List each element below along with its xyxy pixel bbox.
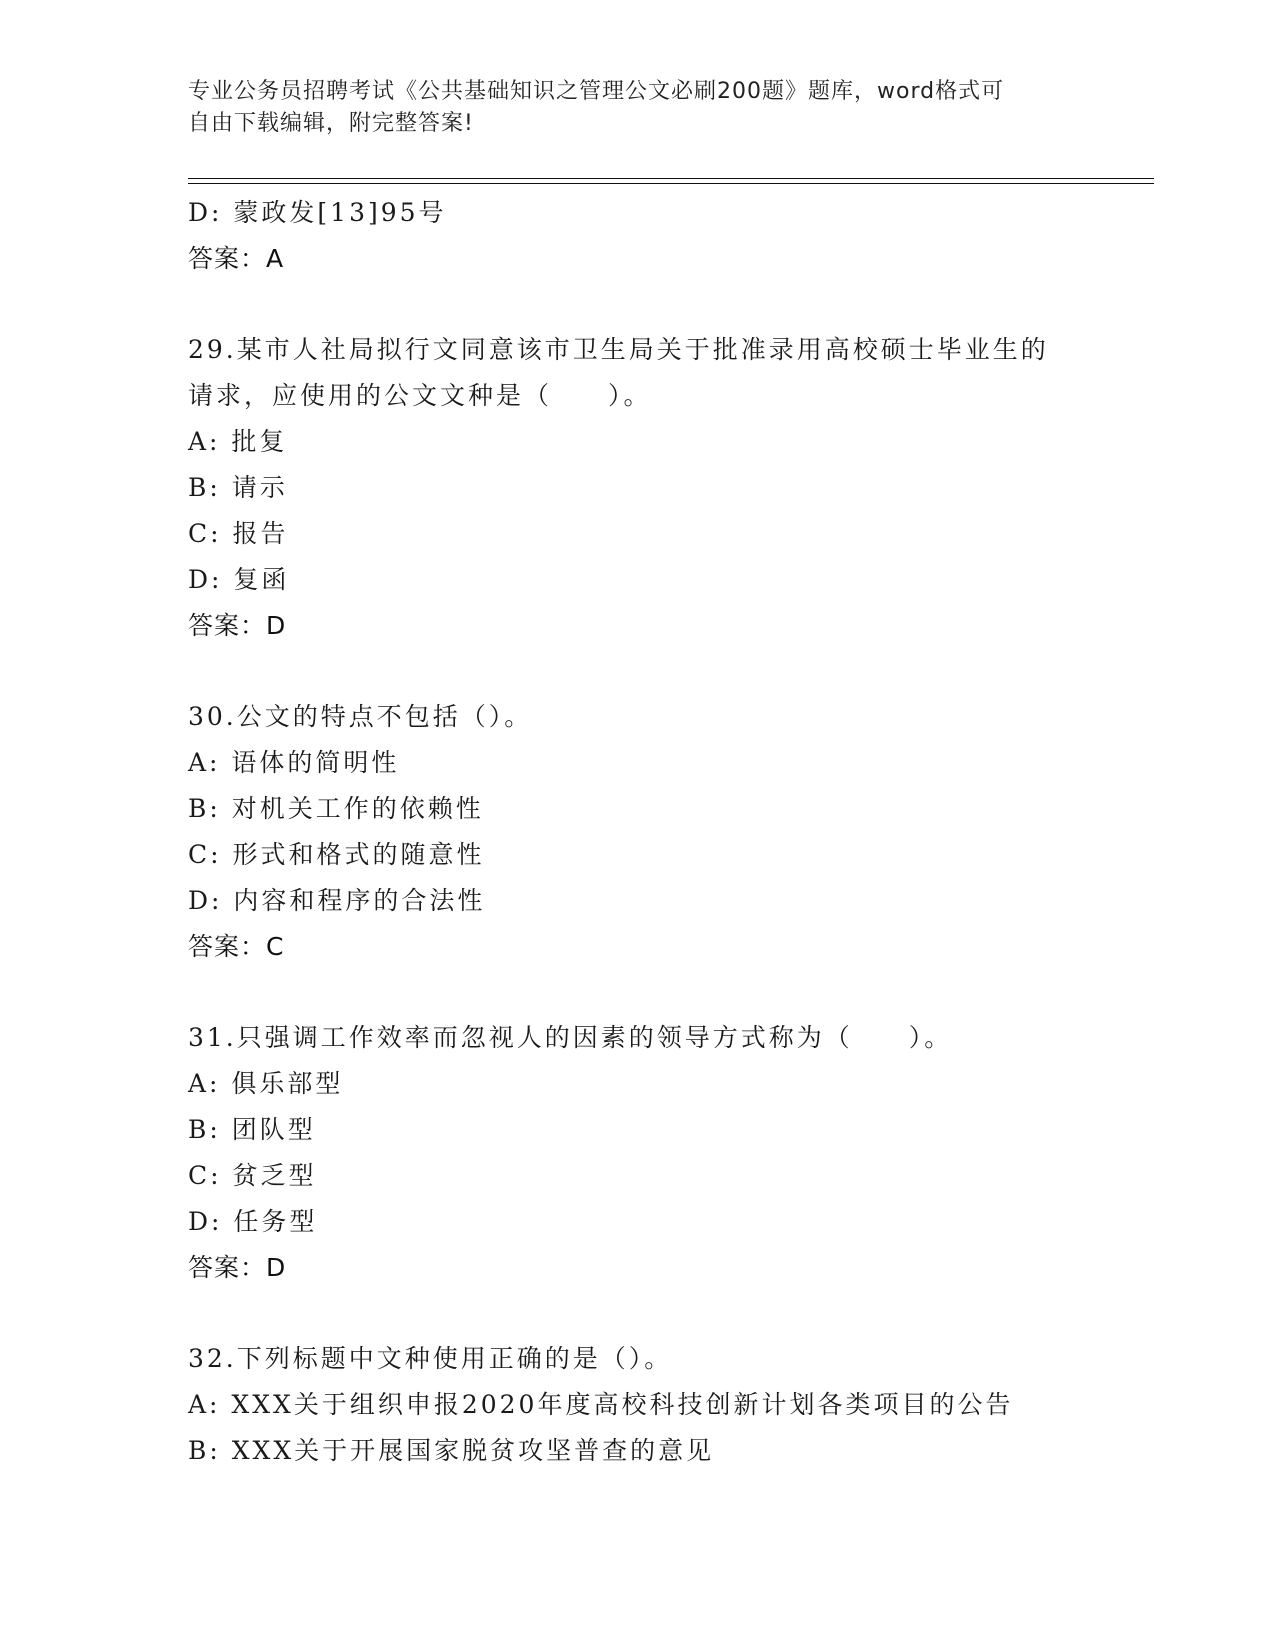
- answer-line: 答案：C: [188, 932, 285, 961]
- option-a: A: XXX关于组织申报2020年度高校科技创新计划各类项目的公告: [188, 1390, 1014, 1419]
- option-d: D: 内容和程序的合法性: [188, 886, 486, 915]
- spacer: [188, 649, 1148, 694]
- option-d: D: 任务型: [188, 1207, 318, 1236]
- answer-line: 答案：D: [188, 611, 287, 640]
- question-stem-line: 31.只强调工作效率而忽视人的因素的领导方式称为（ ）。: [188, 1023, 953, 1052]
- question-list: [188, 190, 1148, 1474]
- spacer: [188, 1291, 1148, 1336]
- header-divider-bottom: [188, 183, 1154, 184]
- question-stem-line: 32.下列标题中文种使用正确的是（）。: [188, 1344, 673, 1373]
- question-stem-line: 29.某市人社局拟行文同意该市卫生局关于批准录用高校硕士毕业生的: [188, 335, 1049, 364]
- answer-line: 答案：A: [188, 244, 285, 273]
- option-d: D: 复函: [188, 565, 290, 594]
- page-header: [188, 76, 1068, 140]
- option-b: B: 团队型: [188, 1115, 316, 1144]
- question-30-stem: [188, 694, 1068, 740]
- question-29-stem: [188, 327, 1068, 419]
- question-31-stem: [188, 1015, 1068, 1061]
- header-title-line-1: 专业公务员招聘考试《公共基础知识之管理公文必刷200题》题库，word格式可: [188, 79, 1005, 104]
- option-a: A: 俱乐部型: [188, 1069, 344, 1098]
- option-c: C: 报告: [188, 519, 289, 548]
- spacer: [188, 970, 1148, 1015]
- option-d: D: 蒙政发[13]95号: [188, 198, 447, 227]
- option-b: B: XXX关于开展国家脱贫攻坚普查的意见: [188, 1436, 715, 1465]
- option-c: C: 贫乏型: [188, 1161, 317, 1190]
- header-title-line-2: 自由下载编辑，附完整答案!: [188, 111, 474, 136]
- question-stem-line: 请求，应使用的公文文种是（ ）。: [188, 381, 652, 410]
- question-stem-line: 30.公文的特点不包括（）。: [188, 702, 533, 731]
- spacer: [188, 282, 1148, 327]
- question-32-stem: [188, 1336, 1068, 1382]
- option-c: C: 形式和格式的随意性: [188, 840, 485, 869]
- answer-line: 答案：D: [188, 1253, 287, 1282]
- option-b: B: 请示: [188, 473, 288, 502]
- option-b: B: 对机关工作的依赖性: [188, 794, 484, 823]
- option-a: A: 语体的简明性: [188, 748, 400, 777]
- option-a: A: 批复: [188, 427, 288, 456]
- header-divider-top: [188, 178, 1154, 179]
